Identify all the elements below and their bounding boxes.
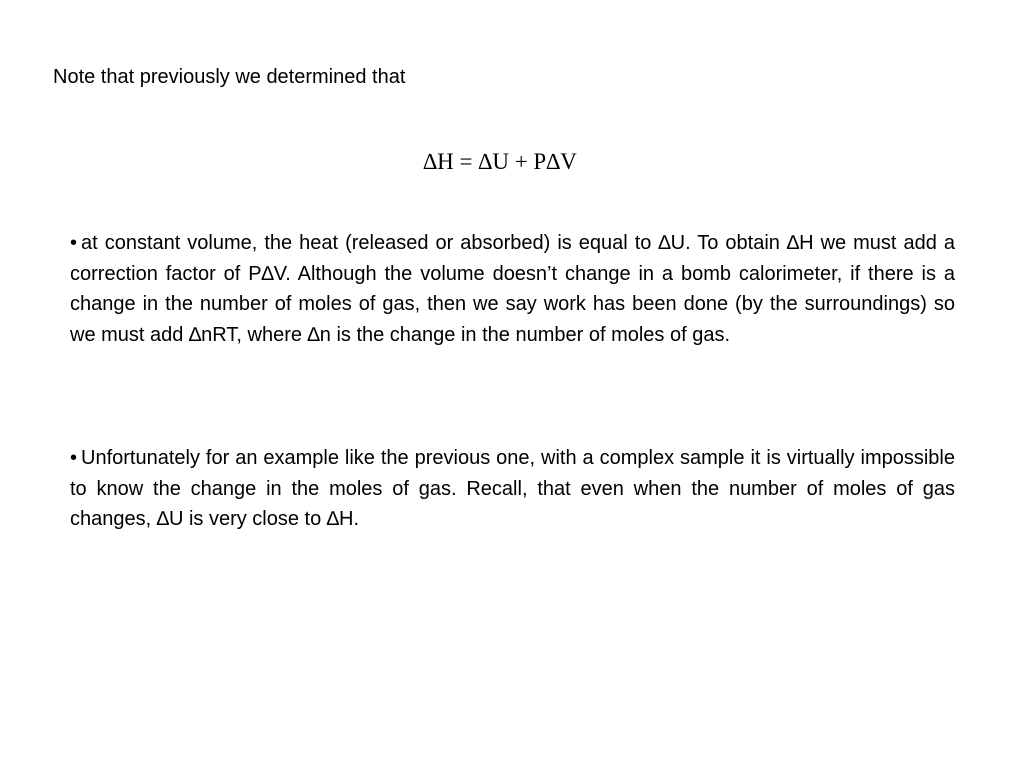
bullet-marker: • bbox=[70, 232, 78, 254]
intro-text: Note that previously we determined that bbox=[53, 66, 406, 88]
bullet-paragraph-2 bbox=[70, 443, 955, 535]
bullet-marker: • bbox=[70, 447, 78, 469]
bullet-paragraph-1 bbox=[70, 228, 955, 350]
bullet-text: Unfortunately for an example like the previous one, with a complex sample it is virtually impossible to know the change in the moles of gas. Recall, that even when the number of moles of gas changes, ∆U is very close to ∆H. bbox=[70, 447, 955, 530]
bullet-text: at constant volume, the heat (released or absorbed) is equal to ∆U. To obtain ∆H we must add a correction factor of P∆V. Although the volume doesn’t change in a bomb calorimeter, if there is a change in the number of moles of gas, then we say work has been done (by the surroundings) so we must add ∆nRT, where ∆n is the change in the number of moles of gas. bbox=[70, 232, 955, 346]
enthalpy-equation: ∆H = ∆U + P∆V bbox=[423, 149, 577, 174]
